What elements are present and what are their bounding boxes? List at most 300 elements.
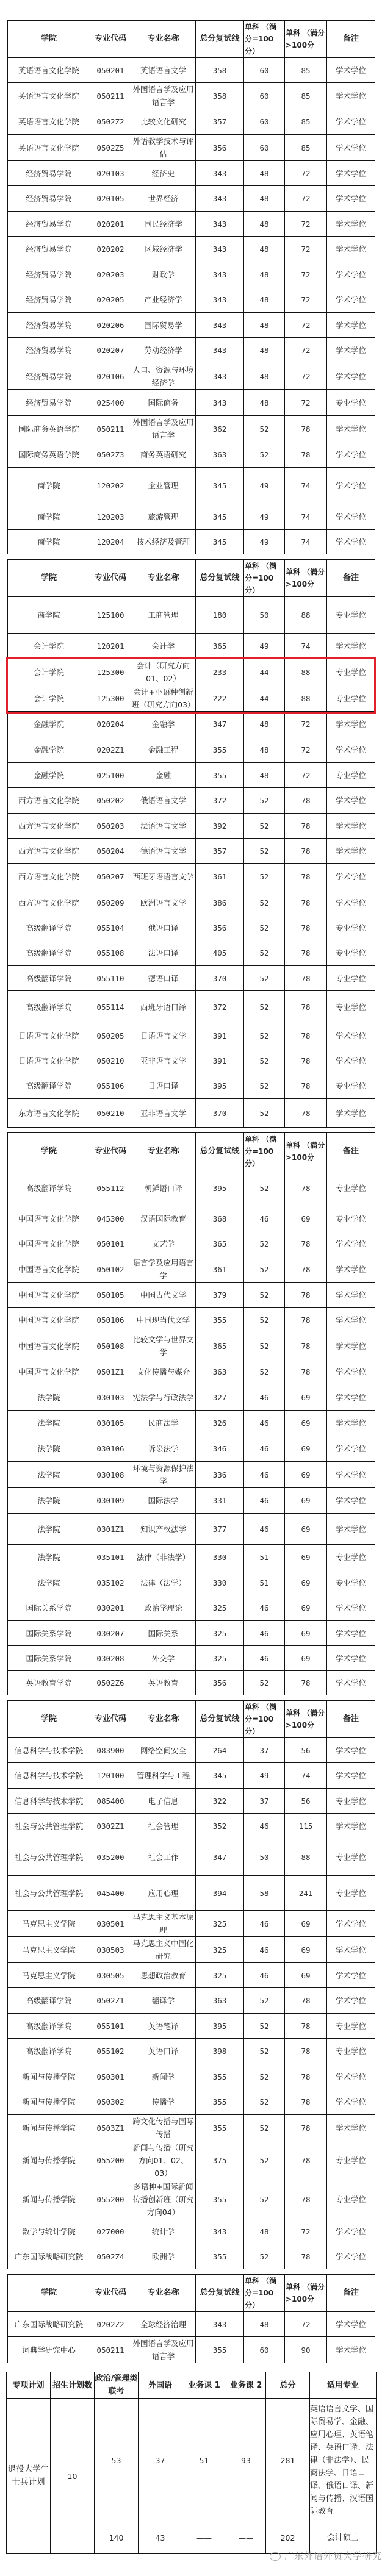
total-line-cell: 352 [196,1814,244,1839]
college-cell: 经济贸易学院 [8,363,90,390]
total-line-cell: 343 [196,186,244,212]
table-row [8,1963,375,1988]
note-cell: 学术学位 [327,1283,375,1308]
college-cell: 数学与统计学院 [8,2219,90,2244]
code-cell: 120202 [90,468,131,504]
single-100-cell: 48 [244,287,285,313]
college-cell: 西方语言文化学院 [8,788,90,814]
code-cell: 055200 [90,2180,131,2219]
note-cell: 学术学位 [327,287,375,313]
single-over-100-cell: 72 [285,737,327,763]
total-line-cell: 346 [196,1436,244,1462]
note-cell: 学术学位 [327,1384,375,1411]
major-cell: 西班牙语口译 [131,991,196,1023]
total-score: 202 [266,2522,310,2554]
table-row [8,659,375,685]
code-cell: 055104 [90,915,131,940]
single-100-cell: 52 [244,1308,285,1333]
code-cell: 050211 [90,2337,131,2363]
table-row [8,737,375,763]
college-cell: 商学院 [8,504,90,530]
single-100-cell: 52 [244,2180,285,2219]
single-100-cell: 60 [244,83,285,109]
major-cell: 俄语口译 [131,915,196,940]
single-100-cell: 46 [244,1937,285,1963]
single-100-cell: 37 [244,1738,285,1763]
single-over-100-cell: 69 [285,1963,327,1988]
note-cell: 学术学位 [327,1595,375,1621]
single-100-cell: 46 [244,1514,285,1545]
total-line-cell: 343 [196,313,244,338]
major-cell: 金融工程 [131,737,196,763]
note-cell: 学术学位 [327,2244,375,2269]
college-cell: 经济贸易学院 [8,338,90,363]
college-cell: 信息科学与技术学院 [8,1789,90,1814]
single-over-100-cell: 69 [285,1595,327,1621]
table-row [8,2312,375,2337]
total-line-cell: 343 [196,2312,244,2337]
total-line-cell: 347 [196,1839,244,1876]
college-cell: 中国语言文化学院 [8,1359,90,1384]
single-over-100-cell: 69 [285,1488,327,1514]
header-college: 学院 [8,560,90,597]
major-cell: 新闻学 [131,2064,196,2089]
total-line-cell: 365 [196,634,244,659]
single-100-cell: 52 [244,442,285,468]
major-cell: 文化传播与媒介 [131,1359,196,1384]
code-cell: 055110 [90,966,131,991]
single-over-100-cell: 72 [285,237,327,262]
college-cell: 中国语言文化学院 [8,1308,90,1333]
major-cell: 经济史 [131,161,196,186]
code-cell: 0502Z4 [90,2244,131,2269]
note-cell: 学术学位 [327,2089,375,2115]
college-cell: 中国语言文化学院 [8,1231,90,1256]
single-100-cell: 52 [244,966,285,991]
table-row [8,416,375,442]
header-code: 专业代码 [90,21,131,58]
table-row [8,2244,375,2269]
single-over-100-cell: 78 [285,814,327,839]
note-cell: 专业学位 [327,1570,375,1595]
code-cell: 025400 [90,390,131,416]
table-row [8,530,375,554]
single-over-100-cell: 78 [285,2244,327,2269]
total-line-cell: 355 [196,2337,244,2363]
table-row [8,1411,375,1436]
college-cell: 英语语言文化学院 [8,58,90,83]
table-row [8,712,375,737]
major-cell: 朝鲜语口译 [131,1170,196,1206]
header-single-100: 单科 （满分=100分） [244,2275,285,2312]
single-over-100-cell: 72 [285,212,327,237]
total-line-cell: 325 [196,1595,244,1621]
watermark [270,2549,382,2562]
code-cell: 125300 [90,659,131,685]
note-cell: 学术学位 [327,1048,375,1073]
table-row [8,634,375,659]
single-over-100-cell: 88 [285,659,327,685]
table-row [8,1570,375,1595]
total-line-cell: 361 [196,864,244,890]
single-over-100-cell: 78 [285,1256,327,1283]
total-line-cell: 336 [196,1462,244,1488]
total-line-cell: 355 [196,2064,244,2089]
major-cell: 国际贸易学 [131,313,196,338]
code-cell: 050210 [90,1048,131,1073]
major-cell: 劳动经济学 [131,338,196,363]
college-cell: 法学院 [8,1436,90,1462]
header-major: 专业名称 [131,560,196,597]
total-line-cell: 395 [196,1073,244,1099]
table-row [8,390,375,416]
code-cell: 030208 [90,1646,131,1671]
code-cell: 050101 [90,1231,131,1256]
table-row [8,1876,375,1911]
single-100-cell: 46 [244,1436,285,1462]
header-single-over-100: 单科 （满分>100分 [285,2275,327,2312]
major-cell: 文艺学 [131,1231,196,1256]
code-cell: 0301Z1 [90,1514,131,1545]
college-cell: 国际关系学院 [8,1621,90,1646]
note-cell: 学术学位 [327,1256,375,1283]
major-cell: 国际关系 [131,1621,196,1646]
table-row [8,338,375,363]
code-cell: 030105 [90,1411,131,1436]
code-cell: 020204 [90,712,131,737]
header-college: 学院 [8,1133,90,1170]
single-100-cell: 48 [244,186,285,212]
total-line-cell: 343 [196,363,244,390]
table-row [8,1911,375,1937]
single-100-cell: 52 [244,1671,285,1695]
code-cell: 0502Z5 [90,135,131,161]
code-cell: 030109 [90,1488,131,1514]
note-cell: 学术学位 [327,1621,375,1646]
major-cell: 环境与资源保护法学 [131,1462,196,1488]
single-100-cell: 48 [244,161,285,186]
major-cell: 传播学 [131,2089,196,2115]
major-cell: 网络空间安全 [131,1738,196,1763]
single-over-100-cell: 69 [285,1911,327,1937]
table-row [8,1283,375,1308]
total-line-cell: 365 [196,1333,244,1359]
single-over-100-cell: 69 [285,1937,327,1963]
table-header-row [8,2275,375,2312]
code-cell: 050201 [90,58,131,83]
single-over-100-cell: 69 [285,1646,327,1671]
single-over-100-cell: 69 [285,1570,327,1595]
single-100-cell: 52 [244,2244,285,2269]
total-line-cell: 391 [196,1023,244,1048]
college-cell: 信息科学与技术学院 [8,1738,90,1763]
note-cell: 专业学位 [327,1170,375,1206]
score-table-3 [7,1132,375,1695]
foreign-score: 43 [139,2522,182,2554]
table-row [8,597,375,634]
single-over-100-cell: 78 [285,2064,327,2089]
table-row [8,1384,375,1411]
table-row [8,1937,375,1963]
college-cell: 新闻与传播学院 [8,2089,90,2115]
total-line-cell: 361 [196,1256,244,1283]
college-cell: 会计学院 [8,634,90,659]
college-cell: 社会与公共管理学院 [8,1839,90,1876]
single-over-100-cell: 78 [285,416,327,442]
note-cell: 专业学位 [327,966,375,991]
single-100-cell: 52 [244,814,285,839]
major-cell: 法语语言文学 [131,814,196,839]
college-cell: 国际关系学院 [8,1595,90,1621]
major-cell: 中国现当代文学 [131,1308,196,1333]
header-note: 备注 [327,1133,375,1170]
table-row [8,212,375,237]
code-cell: 125300 [90,685,131,712]
single-over-100-cell: 74 [285,634,327,659]
single-100-cell: 46 [244,1621,285,1646]
college-cell: 信息科学与技术学院 [8,1763,90,1789]
total-line-cell: 330 [196,1570,244,1595]
header-course-1: 业务课 1 [182,2372,226,2399]
major-cell: 思想政治教育 [131,1963,196,1988]
header-plan-count: 招生计划数 [51,2372,95,2399]
score-table-2 [7,559,375,1128]
header-code: 专业代码 [90,560,131,597]
single-100-cell: 52 [244,2115,285,2141]
note-cell: 学术学位 [327,58,375,83]
header-code: 专业代码 [90,2275,131,2312]
college-cell: 马克思主义学院 [8,1937,90,1963]
header-major: 专业名称 [131,2275,196,2312]
note-cell: 专业学位 [327,991,375,1023]
table-row [8,2141,375,2180]
header-total-line: 总分复试线 [196,560,244,597]
note-cell: 学术学位 [327,237,375,262]
table-header-row [8,1133,375,1170]
major-cell: 社会管理 [131,1814,196,1839]
major-cell: 欧洲学 [131,2244,196,2269]
table-row [8,839,375,864]
code-cell: 055101 [90,2014,131,2039]
college-cell: 会计学院 [8,659,90,685]
single-100-cell: 52 [244,1048,285,1073]
special-plan-row [7,2399,377,2522]
college-cell: 高级翻译学院 [8,1988,90,2014]
college-cell: 经济贸易学院 [8,262,90,287]
college-cell: 经济贸易学院 [8,313,90,338]
single-over-100-cell: 78 [285,839,327,864]
college-cell: 高级翻译学院 [8,940,90,966]
code-cell: 050102 [90,1256,131,1283]
single-100-cell: 46 [244,1963,285,1988]
note-cell: 学术学位 [327,839,375,864]
note-cell: 学术学位 [327,1023,375,1048]
single-100-cell: 48 [244,763,285,788]
college-cell: 国际商务英语学院 [8,442,90,468]
major-cell: 人口、资源与环境经济学 [131,363,196,390]
total-line-cell: 345 [196,530,244,554]
code-cell: 050207 [90,864,131,890]
table-row [8,1231,375,1256]
note-cell: 学术学位 [327,1738,375,1763]
college-cell: 商学院 [8,530,90,554]
college-cell: 商学院 [8,468,90,504]
single-over-100-cell: 74 [285,530,327,554]
college-cell: 日语语言文化学院 [8,1048,90,1073]
college-cell: 西方语言文化学院 [8,864,90,890]
single-100-cell: 52 [244,2014,285,2039]
single-100-cell: 48 [244,262,285,287]
note-cell: 学术学位 [327,109,375,135]
single-100-cell: 48 [244,363,285,390]
major-cell: 产业经济学 [131,287,196,313]
single-100-cell: 46 [244,1206,285,1231]
major-cell: 法语口译 [131,940,196,966]
table-row [8,2014,375,2039]
single-100-cell: 46 [244,1911,285,1937]
college-cell: 英语语言文化学院 [8,83,90,109]
header-single-100: 单科 （满分=100分） [244,1133,285,1170]
code-cell: 020103 [90,161,131,186]
header-code: 专业代码 [90,1133,131,1170]
wechat-icon [270,2552,281,2561]
single-100-cell: 48 [244,338,285,363]
single-over-100-cell: 78 [285,864,327,890]
score-tables [0,20,382,2363]
single-over-100-cell: 72 [285,712,327,737]
total-line-cell: 356 [196,135,244,161]
code-cell: 030207 [90,1621,131,1646]
total-line-cell: 395 [196,2014,244,2039]
college-cell: 法学院 [8,1514,90,1545]
table-row [8,237,375,262]
college-cell: 广东国际战略研究院 [8,2312,90,2337]
code-cell: 0202Z1 [90,737,131,763]
note-cell: 学术学位 [327,363,375,390]
college-cell: 社会与公共管理学院 [8,1876,90,1911]
college-cell: 经济贸易学院 [8,186,90,212]
note-cell: 专业学位 [327,1876,375,1911]
note-cell: 专业学位 [327,1073,375,1099]
note-cell: 学术学位 [327,1671,375,1695]
header-total-line: 总分复试线 [196,1133,244,1170]
table-row [8,1763,375,1789]
college-cell: 新闻与传播学院 [8,2064,90,2089]
major-cell: 会计学 [131,634,196,659]
header-total: 总分 [266,2372,310,2399]
single-over-100-cell: 72 [285,2219,327,2244]
major-cell: 外语教学技术与评估 [131,135,196,161]
total-line-cell: 326 [196,1411,244,1436]
table-row [8,442,375,468]
single-over-100-cell: 72 [285,390,327,416]
single-over-100-cell: 69 [285,1514,327,1545]
total-line-cell: 331 [196,1488,244,1514]
table-row [8,83,375,109]
single-over-100-cell: 115 [285,1814,327,1839]
note-cell: 专业学位 [327,1839,375,1876]
single-over-100-cell: 85 [285,83,327,109]
applicable-majors: 英语语言文学、国际贸易学、金融、应用心理、英语笔译、英语口译、法律（非法学）、民商法学、日语口译、俄语口译、新闻与传播、汉语国际教育 [310,2399,377,2522]
major-cell: 金融 [131,763,196,788]
plan-name: 退役大学生士兵计划 [7,2399,51,2554]
single-100-cell: 52 [244,864,285,890]
major-cell: 应用心理 [131,1876,196,1911]
code-cell: 050209 [90,890,131,915]
single-over-100-cell: 78 [285,1048,327,1073]
single-over-100-cell: 78 [285,1231,327,1256]
code-cell: 120100 [90,1763,131,1789]
total-line-cell: 363 [196,1988,244,2014]
single-100-cell: 52 [244,1170,285,1206]
single-over-100-cell: 72 [285,363,327,390]
total-score: 281 [266,2399,310,2522]
college-cell: 法学院 [8,1545,90,1570]
major-cell: 社会工作 [131,1839,196,1876]
single-100-cell: 48 [244,2312,285,2337]
college-cell: 商学院 [8,597,90,634]
note-cell: 专业学位 [327,390,375,416]
total-line-cell: 343 [196,287,244,313]
major-cell: 汉语国际教育 [131,1206,196,1231]
single-100-cell: 49 [244,530,285,554]
note-cell: 专业学位 [327,2180,375,2219]
code-cell: 025100 [90,763,131,788]
table-row [8,2180,375,2219]
note-cell: 学术学位 [327,1763,375,1789]
single-100-cell: 49 [244,468,285,504]
single-100-cell: 48 [244,212,285,237]
header-applicable-majors: 适用专业 [310,2372,377,2399]
total-line-cell: 343 [196,262,244,287]
single-over-100-cell: 56 [285,1738,327,1763]
single-over-100-cell: 69 [285,1436,327,1462]
single-over-100-cell: 72 [285,313,327,338]
header-single-100: 单科 （满分=100分） [244,560,285,597]
table-row [8,109,375,135]
table-row [8,788,375,814]
single-over-100-cell: 69 [285,1411,327,1436]
college-cell: 法学院 [8,1384,90,1411]
major-cell: 国民经济学 [131,212,196,237]
code-cell: 020106 [90,363,131,390]
table-row [8,1595,375,1621]
table-row [8,2039,375,2064]
major-cell: 旅游管理 [131,504,196,530]
table-row [8,890,375,915]
single-over-100-cell: 72 [285,161,327,186]
table-row [8,468,375,504]
total-line-cell: 365 [196,1231,244,1256]
single-over-100-cell: 78 [285,1283,327,1308]
note-cell: 学术学位 [327,504,375,530]
total-line-cell: 343 [196,161,244,186]
single-over-100-cell: 78 [285,1671,327,1695]
header-single-over-100: 单科 （满分>100分 [285,560,327,597]
single-over-100-cell: 85 [285,109,327,135]
table-row [8,915,375,940]
single-100-cell: 44 [244,659,285,685]
major-cell: 德语语言文学 [131,839,196,864]
total-line-cell: 355 [196,2089,244,2115]
single-over-100-cell: 56 [285,1789,327,1814]
header-note: 备注 [327,1701,375,1738]
header-college: 学院 [8,2275,90,2312]
college-cell: 英语语言文化学院 [8,109,90,135]
total-line-cell: 363 [196,442,244,468]
major-cell: 翻译学 [131,1988,196,2014]
special-plan-header-row [7,2372,377,2399]
